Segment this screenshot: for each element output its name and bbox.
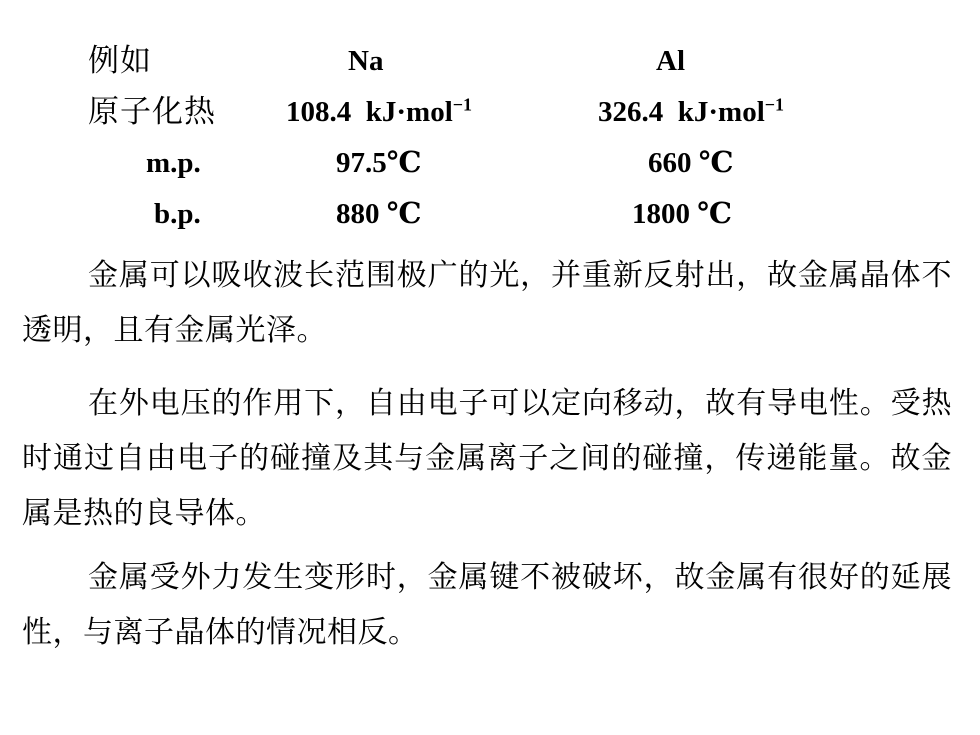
row-bp-label: b.p. (154, 198, 201, 230)
paragraph-ductility: 金属受外力发生变形时，金属键不被破坏，故金属有很好的延展性，与离子晶体的情况相反。 (22, 560, 952, 650)
row-mp-al: 660 ℃ (648, 147, 734, 179)
paragraph-conductivity: 在外电压的作用下，自由电子可以定向移动，故有导电性。受热时通过自由电子的碰撞及其与金属离子之间的碰撞，传递能量。故金属是热的良导体。 (22, 386, 952, 531)
row-atomization-al (598, 95, 784, 129)
header-al: Al (656, 45, 685, 77)
header-label: 例如 (88, 43, 152, 79)
row-atomization-label: 原子化热 (88, 94, 216, 130)
row-atomization-na (286, 95, 472, 129)
na-atomization-value: 108.4 (286, 96, 352, 128)
row-bp-al: 1800 ℃ (632, 198, 732, 230)
al-atomization-unit: kJ·mol (677, 96, 765, 128)
row-bp-na: 880 ℃ (336, 198, 422, 230)
na-atomization-exponent: −1 (452, 94, 473, 115)
row-mp-label: m.p. (146, 147, 201, 179)
paragraph-optical: 金属可以吸收波长范围极广的光，并重新反射出，故金属晶体不透明，且有金属光泽。 (22, 258, 952, 348)
na-atomization-unit: kJ·mol (365, 96, 453, 128)
al-atomization-exponent: −1 (764, 94, 785, 115)
al-atomization-value: 326.4 (598, 96, 664, 128)
row-mp-na: 97.5℃ (336, 147, 422, 179)
header-na: Na (348, 45, 384, 77)
